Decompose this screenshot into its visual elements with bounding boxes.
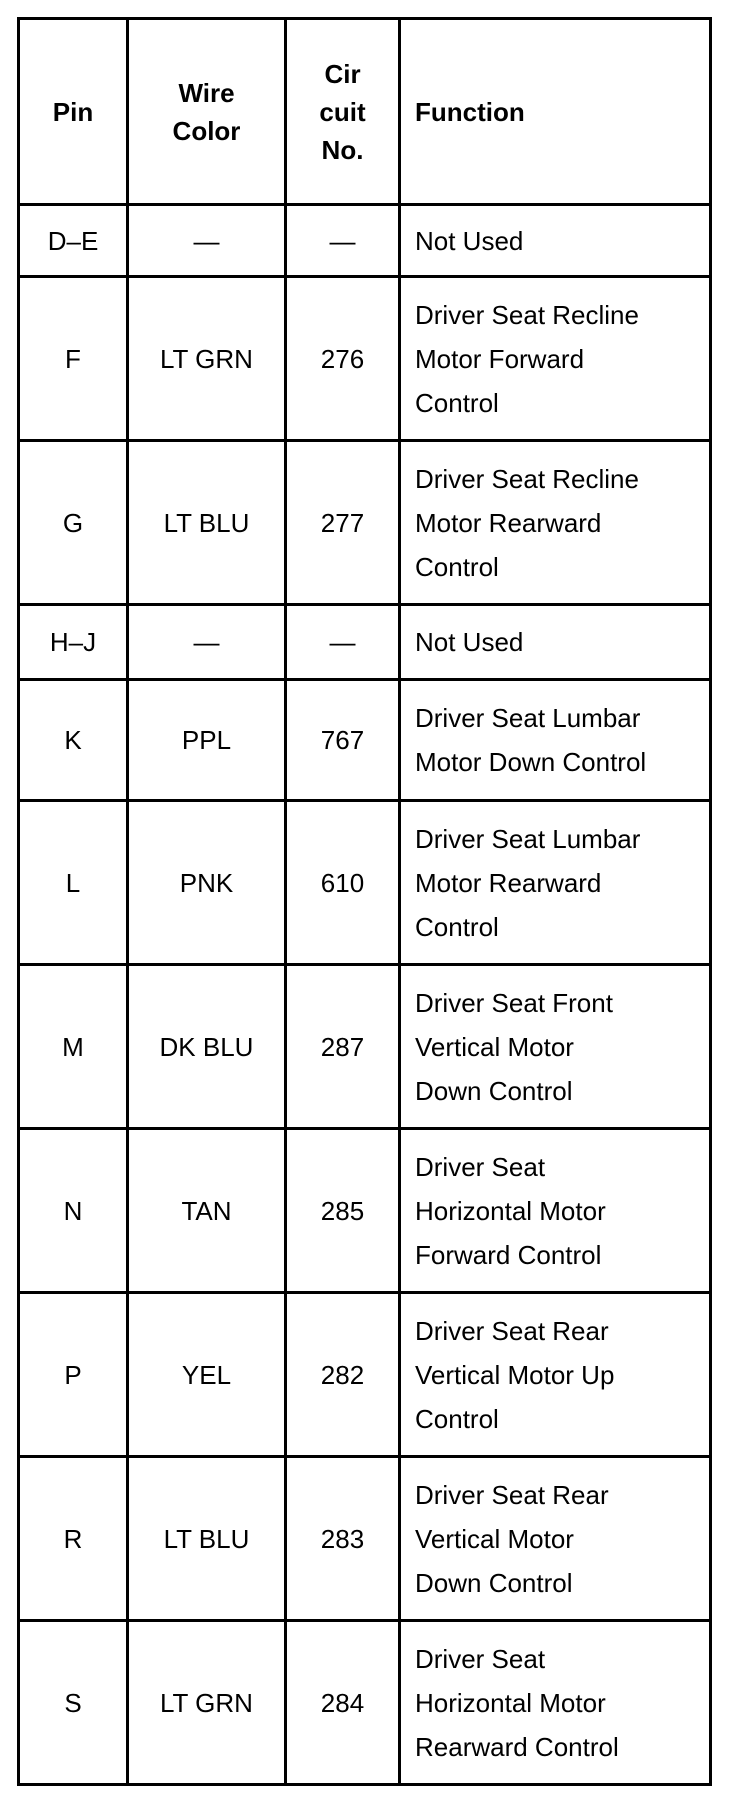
function-line: Driver Seat	[415, 1151, 546, 1182]
wire-color-cell: —	[128, 205, 286, 277]
function-line: Horizontal Motor	[415, 1687, 606, 1718]
table-row	[19, 965, 711, 1129]
wire-color-cell: LT GRN	[128, 277, 286, 441]
pin-cell: D–E	[19, 205, 128, 277]
wire-color-cell: LT BLU	[128, 1457, 286, 1621]
circuit-cell: 287	[286, 965, 400, 1129]
header-function	[400, 19, 711, 205]
header-row	[19, 19, 711, 205]
circuit-cell: 284	[286, 1621, 400, 1785]
pin-cell: R	[19, 1457, 128, 1621]
table-row	[19, 605, 711, 680]
circuit-cell: 767	[286, 680, 400, 801]
table-body	[19, 205, 711, 1785]
table-row	[19, 1293, 711, 1457]
wire-color-cell: LT BLU	[128, 441, 286, 605]
wire-color-cell: YEL	[128, 1293, 286, 1457]
header-circuit-line: cuit	[319, 96, 366, 127]
header-circuit-line: Cir	[324, 58, 361, 89]
pin-cell: M	[19, 965, 128, 1129]
function-line: Not Used	[415, 627, 524, 657]
function-cell	[400, 1621, 711, 1785]
header-wire-color-line: Color	[172, 115, 241, 146]
table-row	[19, 277, 711, 441]
circuit-cell: 285	[286, 1129, 400, 1293]
pin-cell: S	[19, 1621, 128, 1785]
circuit-cell: 277	[286, 441, 400, 605]
function-cell	[400, 801, 711, 965]
function-cell	[400, 441, 711, 605]
function-line: Down Control	[415, 1075, 573, 1106]
function-line: Down Control	[415, 1567, 573, 1598]
table-row	[19, 441, 711, 605]
header-wire-color-line: Wire	[178, 77, 235, 108]
function-line: Control	[415, 1403, 499, 1434]
circuit-cell: 282	[286, 1293, 400, 1457]
function-line: Driver Seat Rear	[415, 1479, 609, 1510]
pin-cell: G	[19, 441, 128, 605]
pin-cell: L	[19, 801, 128, 965]
pin-cell: K	[19, 680, 128, 801]
header-function-line: Function	[415, 96, 525, 127]
function-cell	[400, 205, 711, 277]
function-cell	[400, 1457, 711, 1621]
table-row	[19, 801, 711, 965]
function-line: Motor Rearward	[415, 867, 602, 898]
function-line: Driver Seat	[415, 1643, 546, 1674]
document-page	[17, 17, 712, 1786]
function-line: Driver Seat Rear	[415, 1315, 609, 1346]
function-cell	[400, 1293, 711, 1457]
function-line: Vertical Motor Up	[415, 1359, 615, 1390]
circuit-cell: 276	[286, 277, 400, 441]
function-line: Rearward Control	[415, 1731, 619, 1762]
table-row	[19, 1457, 711, 1621]
wire-color-cell: PPL	[128, 680, 286, 801]
wire-color-cell: TAN	[128, 1129, 286, 1293]
table-row	[19, 1621, 711, 1785]
function-line: Control	[415, 911, 499, 942]
function-line: Horizontal Motor	[415, 1195, 606, 1226]
wire-color-cell: DK BLU	[128, 965, 286, 1129]
header-wire-color	[128, 19, 286, 205]
function-line: Driver Seat Lumbar	[415, 823, 641, 854]
connector-pin-table	[17, 17, 712, 1786]
pin-cell: F	[19, 277, 128, 441]
circuit-cell: 610	[286, 801, 400, 965]
function-line: Forward Control	[415, 1239, 602, 1270]
circuit-cell: —	[286, 605, 400, 680]
function-line: Driver Seat Recline	[415, 299, 639, 330]
pin-cell: P	[19, 1293, 128, 1457]
function-cell	[400, 965, 711, 1129]
pin-cell: N	[19, 1129, 128, 1293]
function-line: Motor Rearward	[415, 507, 602, 538]
wire-color-cell: PNK	[128, 801, 286, 965]
header-circuit-no	[286, 19, 400, 205]
table-row	[19, 1129, 711, 1293]
function-line: Motor Forward	[415, 343, 585, 374]
table-row	[19, 680, 711, 801]
function-line: Not Used	[415, 225, 524, 256]
function-cell	[400, 680, 711, 801]
header-pin	[19, 19, 128, 205]
wire-color-cell: —	[128, 605, 286, 680]
circuit-cell: —	[286, 205, 400, 277]
function-line: Control	[415, 551, 499, 582]
pin-cell: H–J	[19, 605, 128, 680]
function-cell	[400, 1129, 711, 1293]
function-line: Driver Seat Front	[415, 987, 613, 1018]
function-line: Motor Down Control	[415, 747, 647, 777]
wire-color-cell: LT GRN	[128, 1621, 286, 1785]
function-line: Vertical Motor	[415, 1031, 574, 1062]
function-cell	[400, 605, 711, 680]
circuit-cell: 283	[286, 1457, 400, 1621]
function-cell	[400, 277, 711, 441]
table-row	[19, 205, 711, 277]
function-line: Driver Seat Lumbar	[415, 703, 641, 733]
function-line: Driver Seat Recline	[415, 463, 639, 494]
header-pin-line: Pin	[52, 96, 94, 127]
header-circuit-line: No.	[321, 134, 364, 165]
function-line: Vertical Motor	[415, 1523, 574, 1554]
function-line: Control	[415, 387, 499, 418]
